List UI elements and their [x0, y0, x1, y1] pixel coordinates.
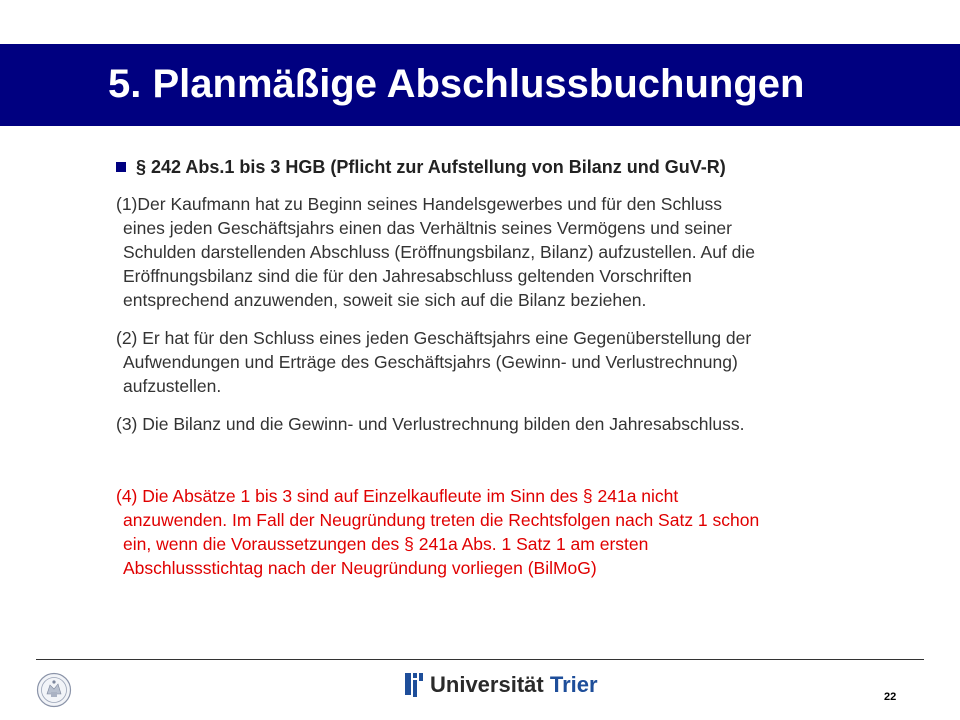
paragraph-4-highlight	[116, 484, 759, 580]
paragraph-2	[116, 326, 751, 398]
paragraph-line: Eröffnungsbilanz sind die für den Jahresabschluss geltenden Vorschriften	[123, 266, 692, 286]
university-seal-icon	[36, 672, 72, 708]
paragraph-1	[116, 192, 755, 312]
section-heading: § 242 Abs.1 bis 3 HGB (Pflicht zur Aufstellung von Bilanz und GuV-R)	[136, 157, 726, 177]
paragraph-3	[116, 412, 744, 436]
logo-wordmark	[430, 672, 598, 698]
paragraph-line: (2) Er hat für den Schluss eines jeden Geschäftsjahrs eine Gegenüberstellung der	[116, 328, 752, 348]
paragraph-line: Abschlussstichtag nach der Neugründung vorliegen (BilMoG)	[123, 558, 597, 578]
paragraph-line: (4) Die Absätze 1 bis 3 sind auf Einzelkaufleute im Sinn des § 241a nicht	[116, 486, 679, 506]
paragraph-line: aufzustellen.	[123, 376, 222, 396]
page-number: 22	[884, 691, 897, 703]
paragraph-line: anzuwenden. Im Fall der Neugründung treten die Rechtsfolgen nach Satz 1 schon	[123, 510, 760, 530]
paragraph-line: (1)Der Kaufmann hat zu Beginn seines Handelsgewerbes und für den Schluss	[116, 194, 723, 214]
university-logo	[404, 668, 598, 702]
university-trier-logo-mark	[404, 671, 424, 699]
paragraph-line: Aufwendungen und Erträge des Geschäftsjahrs (Gewinn- und Verlustrechnung)	[123, 352, 738, 372]
footer-divider	[36, 659, 924, 660]
slide-title: 5. Planmäßige Abschlussbuchungen	[108, 62, 805, 106]
paragraph-line: ein, wenn die Voraussetzungen des § 241a Abs. 1 Satz 1 am ersten	[123, 534, 649, 554]
logo-word-universitaet: Universität	[430, 672, 544, 697]
square-bullet-icon	[116, 162, 126, 172]
paragraph-line: Schulden darstellenden Abschluss (Eröffnungsbilanz, Bilanz) aufzustellen. Auf die	[123, 242, 756, 262]
logo-word-trier: Trier	[549, 672, 598, 697]
paragraph-line: entsprechend anzuwenden, soweit sie sich auf die Bilanz beziehen.	[123, 290, 647, 310]
paragraph-line: (3) Die Bilanz und die Gewinn- und Verlustrechnung bilden den Jahresabschluss.	[116, 414, 745, 434]
paragraph-line: eines jeden Geschäftsjahrs einen das Verhältnis seines Vermögens und seiner	[123, 218, 732, 238]
